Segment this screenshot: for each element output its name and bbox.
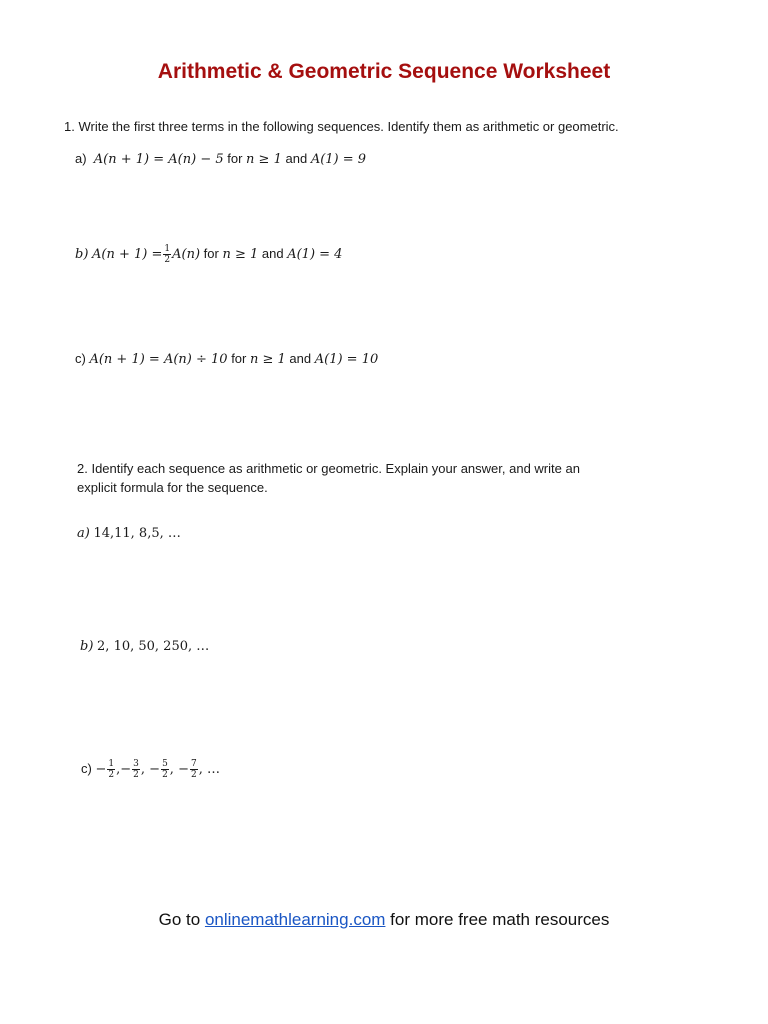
question-1b — [75, 244, 342, 265]
question-1a-condition: n ≥ 1 — [246, 152, 282, 167]
question-1c-initial: A(1) = 10 — [314, 352, 379, 367]
question-2c-label: c) — [81, 760, 92, 776]
fraction-numerator: 3 — [133, 759, 139, 769]
question-1c-and: and — [289, 351, 312, 366]
question-1b-fraction — [163, 244, 171, 265]
question-1b-label: b) — [75, 246, 89, 262]
fraction-numerator: 1 — [108, 759, 115, 769]
question-2c-ellipsis: … — [206, 761, 220, 777]
question-2a — [77, 525, 181, 541]
question-1a-and: and — [285, 151, 308, 166]
fraction-denominator: 2 — [133, 770, 139, 780]
question-1a — [75, 151, 366, 167]
question-2c-term-2-sign: − — [120, 761, 132, 777]
question-2c-term-4 — [190, 759, 198, 780]
fraction-denominator: 2 — [108, 770, 115, 780]
question-2-prompt-line2: explicit formula for the sequence. — [77, 480, 268, 495]
question-2b-label: b) — [80, 639, 94, 654]
footer-suffix: for more free math resources — [390, 910, 610, 929]
fraction-numerator: 7 — [190, 759, 197, 769]
question-1a-label: a) — [75, 151, 87, 166]
question-1c-condition: n ≥ 1 — [249, 352, 286, 367]
question-1c-label: c) — [75, 351, 86, 366]
question-2a-sequence: 14,11, 8,5, … — [93, 526, 181, 541]
question-1a-recurrence: A(n + 1) = A(n) − 5 — [93, 152, 224, 167]
question-2c-term-1-sign: − — [95, 761, 107, 777]
question-2c-term-3-sign: − — [149, 761, 161, 777]
fraction-denominator: 2 — [164, 255, 171, 265]
question-1b-and: and — [261, 245, 284, 261]
question-2c-term-3 — [161, 759, 169, 780]
question-1c-for: for — [231, 351, 247, 366]
fraction-denominator: 2 — [162, 770, 168, 780]
footer — [0, 910, 768, 930]
question-1b-condition: n ≥ 1 — [222, 246, 259, 262]
question-2c-term-4-sign: − — [178, 761, 189, 777]
question-2b — [80, 638, 209, 654]
question-2c-term-2 — [132, 759, 140, 780]
question-1b-initial: A(1) = 4 — [287, 246, 343, 262]
question-2b-sequence: 2, 10, 50, 250, … — [97, 639, 210, 654]
question-2a-label: a) — [77, 526, 90, 541]
question-1a-for: for — [227, 151, 243, 166]
question-1-prompt: 1. Write the first three terms in the following sequences. Identify them as arithmetic or geometric. — [64, 119, 619, 134]
fraction-numerator: 5 — [162, 759, 168, 769]
question-1b-recurrence-lhs: A(n + 1) = — [92, 246, 163, 262]
question-2c-term-1 — [107, 759, 115, 780]
question-1b-recurrence-rhs: A(n) — [172, 246, 201, 262]
fraction-denominator: 2 — [190, 770, 197, 780]
question-2-prompt-line1: 2. Identify each sequence as arithmetic or geometric. Explain your answer, and write an — [77, 461, 580, 476]
fraction-numerator: 1 — [164, 244, 171, 254]
footer-prefix: Go to — [158, 910, 201, 929]
question-2c: c) − $\frac{1}{2}$ ,− $\frac{3}{2}$ , − $\frac{5}{2}$ , − $\frac{7}{2}$ , … — [81, 759, 220, 780]
question-1b-for: for — [203, 245, 219, 261]
question-1c-recurrence: A(n + 1) = A(n) ÷ 10 — [89, 352, 228, 367]
question-1c — [75, 351, 378, 367]
question-1a-initial: A(1) = 9 — [310, 152, 367, 167]
footer-link[interactable]: onlinemathlearning.com — [204, 910, 386, 929]
worksheet-title: Arithmetic & Geometric Sequence Worksheet — [157, 60, 611, 83]
